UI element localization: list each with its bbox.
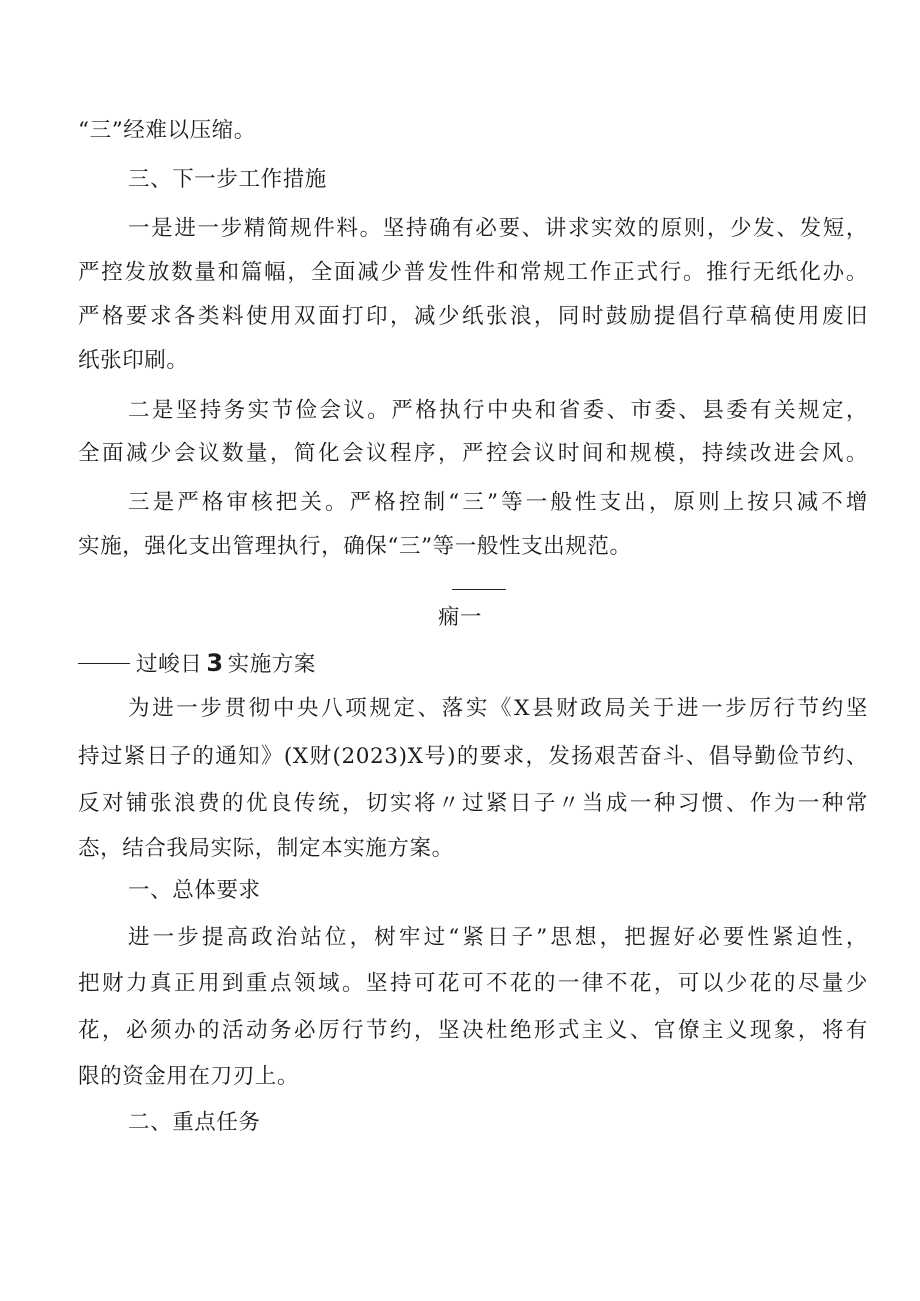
measure1-line2: 严控发放数量和篇幅，全面减少普发性件和常规工作正式行。推行无纸化办。	[78, 260, 868, 285]
section2-heading: 二、重点任务	[128, 1110, 261, 1135]
measure3-line1: 三是严格审核把关。严格控制“三”等一般性支出，原则上按只减不增	[128, 490, 868, 515]
section1-line3: 花，必须办的活动务必厉行节约，坚决杜绝形式主义、官僚主义现象，将有	[78, 1018, 868, 1043]
section1-line4: 限的资金用在刀刃上。	[78, 1064, 300, 1089]
section3-heading: 三、下一步工作措施	[128, 167, 327, 192]
intro-line1: 为进一步贯彻中央八项规定、落实《X县财政局关于进一步厉行节约坚	[128, 696, 868, 721]
section1-line2: 把财力真正用到重点领域。坚持可花可不花的一律不花，可以少花的尽量少	[78, 971, 868, 996]
measure2-line1: 二是坚持务实节俭会议。严格执行中央和省委、市委、县委有关规定，	[128, 398, 868, 423]
intro-line3: 反对铺张浪费的优良传统，切实将〃过紧日子〃当成一种习惯、作为一种常	[78, 791, 868, 816]
measure3-line2: 实施，强化支出管理执行，确保“三”等一般性支出规范。	[78, 534, 632, 559]
measure2-line2: 全面减少会议数量，简化会议程序，严控会议时间和规模，持续改进会风。	[78, 441, 868, 466]
intro-line2: 持过紧日子的通知》(X财(2023)X号)的要求，发扬艰苦奋斗、倡导勤俭节约、	[78, 744, 868, 769]
section1-line1: 进一步提高政治站位，树牢过“紧日子”思想，把握好必要性紧迫性，	[128, 925, 868, 950]
subtitle-suffix: 实施方案	[227, 652, 317, 677]
measure1-line3: 严格要求各类料使用双面打印，减少纸张浪，同时鼓励提倡行草稿使用废旧	[78, 304, 868, 329]
subtitle-number: 3	[206, 649, 224, 677]
center-label: 痫一	[437, 605, 483, 630]
measure1-line4: 纸张印刷。	[78, 348, 189, 373]
separator-rule	[452, 589, 506, 590]
section1-heading: 一、总体要求	[128, 878, 261, 903]
intro-line4: 态，结合我局实际，制定本实施方案。	[78, 836, 454, 861]
measure1-line1: 一是进一步精简规件料。坚持确有必要、讲求实效的原则，少发、发短，	[128, 216, 868, 241]
subtitle-line	[78, 648, 316, 680]
subtitle-prefix: 过峻日	[136, 652, 203, 677]
subtitle-dash	[78, 663, 130, 664]
top-fragment-line: “三”经难以压缩。	[78, 118, 256, 143]
